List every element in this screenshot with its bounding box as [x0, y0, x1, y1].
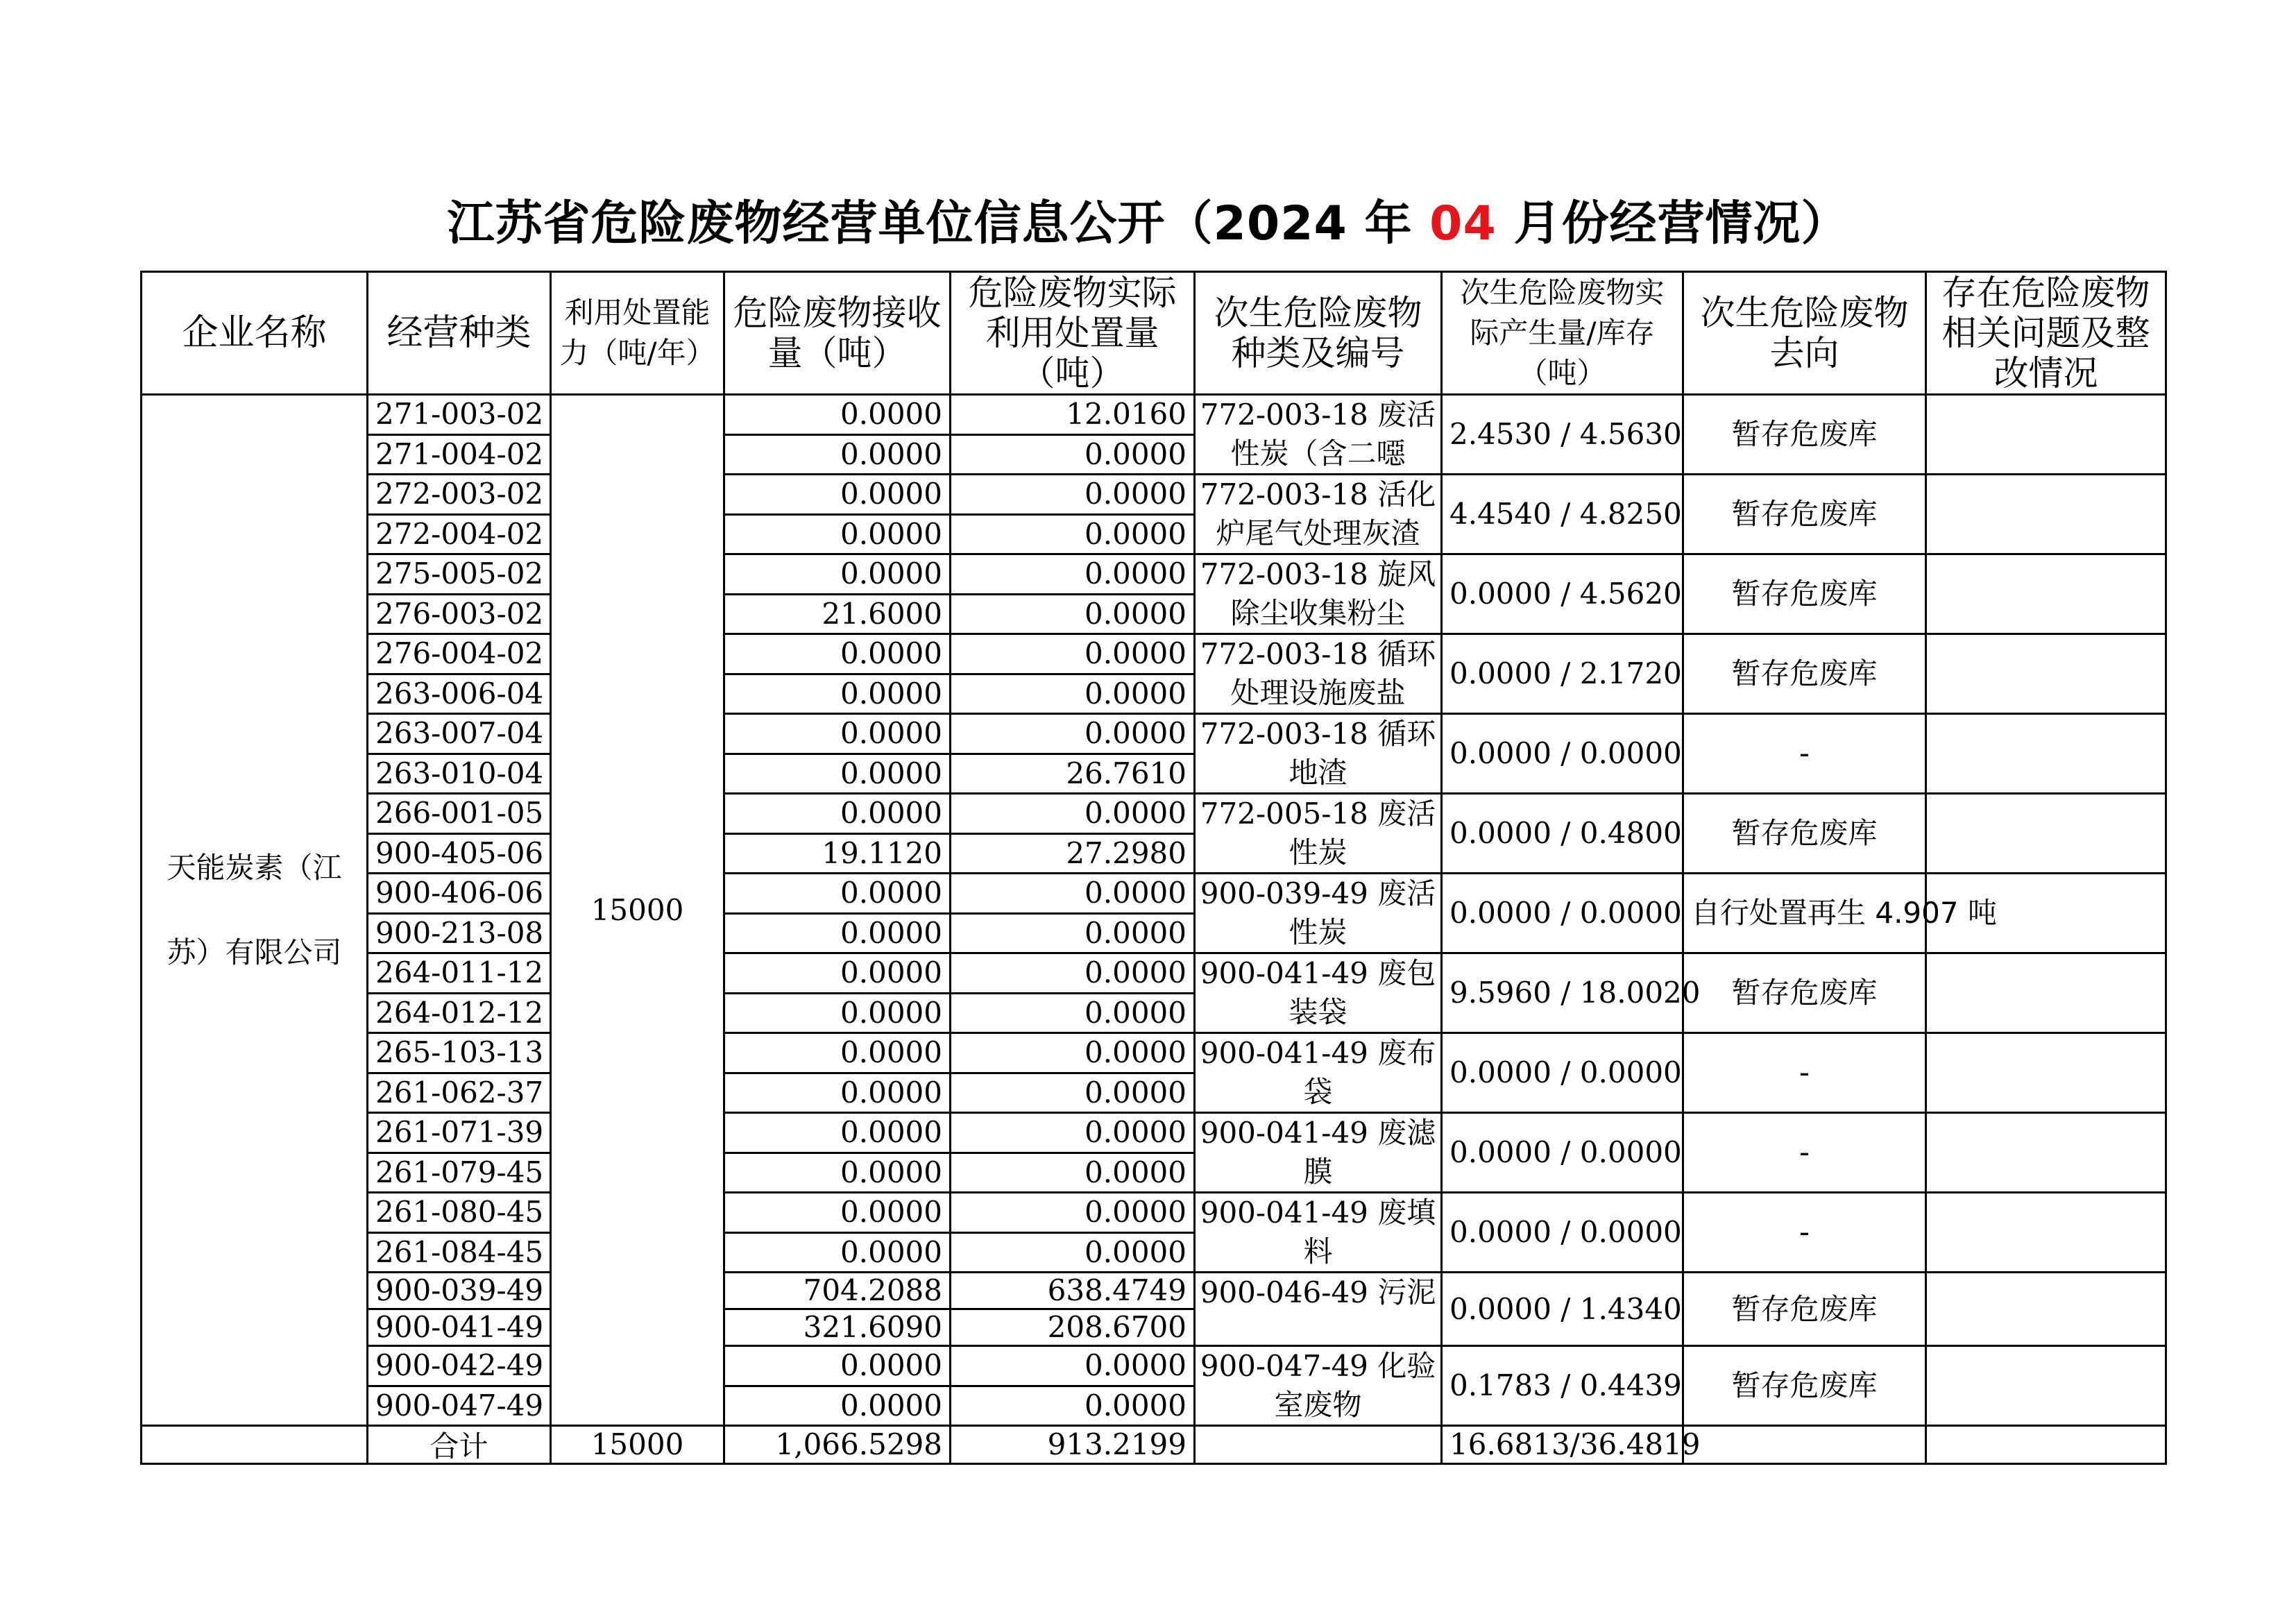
issue-cell — [1926, 554, 2166, 634]
received-amount: 0.0000 — [724, 1073, 951, 1113]
disposed-amount: 0.0000 — [951, 554, 1195, 595]
total-label: 合计 — [368, 1426, 551, 1464]
secondary-waste-destination: 暂存危废库 — [1683, 1273, 1926, 1346]
waste-code: 900-047-49 — [368, 1386, 551, 1426]
issue-cell — [1926, 395, 2166, 475]
secondary-waste-type: 772-003-18 循环地渣 — [1195, 714, 1442, 794]
disposed-amount: 0.0000 — [951, 514, 1195, 554]
secondary-waste-amount: 4.4540 / 4.8250 — [1442, 475, 1683, 554]
received-amount: 0.0000 — [724, 1113, 951, 1153]
secondary-waste-destination: - — [1683, 1193, 1926, 1273]
received-amount: 0.0000 — [724, 475, 951, 515]
table-row — [142, 554, 2166, 595]
secondary-waste-amount: 0.0000 / 0.0000 — [1442, 1113, 1683, 1193]
waste-code: 276-004-02 — [368, 634, 551, 674]
received-amount: 0.0000 — [724, 794, 951, 834]
disposed-amount: 638.4749 — [951, 1273, 1195, 1309]
waste-code: 900-042-49 — [368, 1346, 551, 1386]
waste-code: 900-405-06 — [368, 833, 551, 874]
disposed-amount: 12.0160 — [951, 395, 1195, 435]
issue-cell — [1926, 1273, 2166, 1346]
capacity-value: 15000 — [551, 395, 724, 1426]
header-received: 危险废物接收量（吨） — [724, 272, 951, 395]
secondary-waste-amount: 0.0000 / 2.1720 — [1442, 634, 1683, 714]
table-row — [142, 874, 2166, 914]
received-amount: 0.0000 — [724, 993, 951, 1033]
waste-code: 261-080-45 — [368, 1193, 551, 1233]
disposed-amount: 0.0000 — [951, 794, 1195, 834]
received-amount: 0.0000 — [724, 434, 951, 475]
secondary-waste-type: 900-047-49 化验室废物 — [1195, 1346, 1442, 1426]
secondary-waste-amount: 9.5960 / 18.0020 — [1442, 953, 1683, 1033]
secondary-waste-amount: 0.0000 / 0.0000 — [1442, 874, 1683, 953]
waste-code: 900-041-49 — [368, 1309, 551, 1346]
issue-cell — [1926, 714, 2166, 794]
secondary-waste-type: 900-041-49 废包装袋 — [1195, 953, 1442, 1033]
table-row — [142, 714, 2166, 754]
secondary-waste-destination: 暂存危废库 — [1683, 634, 1926, 714]
secondary-waste-amount: 0.0000 / 4.5620 — [1442, 554, 1683, 634]
waste-code: 266-001-05 — [368, 794, 551, 834]
secondary-waste-type: 772-003-18 活化炉尾气处理灰渣 — [1195, 475, 1442, 554]
disposed-amount: 0.0000 — [951, 1153, 1195, 1193]
secondary-waste-amount: 0.0000 / 0.0000 — [1442, 1033, 1683, 1113]
table-row — [142, 1273, 2166, 1309]
secondary-waste-destination: - — [1683, 1033, 1926, 1113]
disposed-amount: 0.0000 — [951, 634, 1195, 674]
waste-code: 275-005-02 — [368, 554, 551, 595]
received-amount: 704.2088 — [724, 1273, 951, 1309]
total-secondary-amount: 16.6813/36.4819 — [1442, 1426, 1683, 1464]
disposed-amount: 0.0000 — [951, 953, 1195, 994]
waste-code: 261-062-37 — [368, 1073, 551, 1113]
table-row — [142, 1346, 2166, 1386]
issue-cell — [1926, 794, 2166, 874]
total-capacity: 15000 — [551, 1426, 724, 1464]
waste-code: 900-213-08 — [368, 913, 551, 953]
waste-code: 272-003-02 — [368, 475, 551, 515]
waste-code: 272-004-02 — [368, 514, 551, 554]
waste-code: 265-103-13 — [368, 1033, 551, 1073]
waste-code: 271-004-02 — [368, 434, 551, 475]
secondary-waste-destination: 自行处置再生 4.907 吨 — [1683, 874, 1926, 953]
disposed-amount: 0.0000 — [951, 993, 1195, 1033]
received-amount: 0.0000 — [724, 953, 951, 994]
waste-code: 264-012-12 — [368, 993, 551, 1033]
waste-code: 261-079-45 — [368, 1153, 551, 1193]
secondary-waste-destination: - — [1683, 714, 1926, 794]
table-row — [142, 634, 2166, 674]
disposed-amount: 0.0000 — [951, 714, 1195, 754]
secondary-waste-type: 772-003-18 旋风除尘收集粉尘 — [1195, 554, 1442, 634]
secondary-waste-type: 772-003-18 废活性炭（含二噁 — [1195, 395, 1442, 475]
total-received: 1,066.5298 — [724, 1426, 951, 1464]
secondary-waste-destination: - — [1683, 1113, 1926, 1193]
table-row — [142, 953, 2166, 994]
secondary-waste-type: 900-039-49 废活性炭 — [1195, 874, 1442, 953]
received-amount: 19.1120 — [724, 833, 951, 874]
secondary-waste-destination: 暂存危废库 — [1683, 794, 1926, 874]
table-row — [142, 1193, 2166, 1233]
received-amount: 0.0000 — [724, 1232, 951, 1273]
table-row — [142, 1113, 2166, 1153]
header-company: 企业名称 — [142, 272, 368, 395]
secondary-waste-destination: 暂存危废库 — [1683, 1346, 1926, 1426]
received-amount: 0.0000 — [724, 1153, 951, 1193]
secondary-waste-amount: 2.4530 / 4.5630 — [1442, 395, 1683, 475]
title-prefix: 江苏省危险废物经营单位信息公开（2024 年 — [447, 196, 1430, 251]
total-blank-type — [1195, 1426, 1442, 1464]
received-amount: 0.0000 — [724, 1193, 951, 1233]
total-row — [142, 1426, 2166, 1464]
disposed-amount: 26.7610 — [951, 754, 1195, 794]
total-blank-issues — [1926, 1426, 2166, 1464]
secondary-waste-amount: 0.0000 / 0.0000 — [1442, 1193, 1683, 1273]
waste-code: 263-006-04 — [368, 674, 551, 714]
disposed-amount: 0.0000 — [951, 1113, 1195, 1153]
disposed-amount: 0.0000 — [951, 913, 1195, 953]
received-amount: 0.0000 — [724, 395, 951, 435]
header-secondary-destination: 次生危险废物去向 — [1683, 272, 1926, 395]
secondary-waste-type: 900-046-49 污泥 — [1195, 1273, 1442, 1346]
issue-cell — [1926, 634, 2166, 714]
received-amount: 0.0000 — [724, 714, 951, 754]
secondary-waste-type: 772-005-18 废活性炭 — [1195, 794, 1442, 874]
issue-cell — [1926, 953, 2166, 1033]
received-amount: 321.6090 — [724, 1309, 951, 1346]
waste-code: 271-003-02 — [368, 395, 551, 435]
received-amount: 0.0000 — [724, 874, 951, 914]
disposed-amount: 0.0000 — [951, 674, 1195, 714]
waste-code: 263-010-04 — [368, 754, 551, 794]
header-disposed: 危险废物实际利用处置量（吨） — [951, 272, 1195, 395]
disposed-amount: 0.0000 — [951, 1033, 1195, 1073]
header-issues: 存在危险废物相关问题及整改情况 — [1926, 272, 2166, 395]
header-row — [142, 272, 2166, 395]
received-amount: 0.0000 — [724, 634, 951, 674]
waste-report-table — [140, 271, 2167, 1465]
received-amount: 0.0000 — [724, 674, 951, 714]
table-body — [142, 395, 2166, 1464]
disposed-amount: 0.0000 — [951, 1232, 1195, 1273]
disposed-amount: 0.0000 — [951, 475, 1195, 515]
waste-code: 261-071-39 — [368, 1113, 551, 1153]
secondary-waste-amount: 0.0000 / 0.0000 — [1442, 714, 1683, 794]
table-row — [142, 475, 2166, 515]
secondary-waste-type: 900-041-49 废滤膜 — [1195, 1113, 1442, 1193]
received-amount: 21.6000 — [724, 594, 951, 634]
header-secondary-type: 次生危险废物种类及编号 — [1195, 272, 1442, 395]
header-secondary-amount: 次生危险废物实际产生量/库存（吨） — [1442, 272, 1683, 395]
table-row — [142, 794, 2166, 834]
issue-cell — [1926, 1346, 2166, 1426]
title-suffix: 月份经营情况） — [1496, 196, 1849, 251]
secondary-waste-type: 900-041-49 废填料 — [1195, 1193, 1442, 1273]
issue-cell — [1926, 475, 2166, 554]
waste-code: 276-003-02 — [368, 594, 551, 634]
disposed-amount: 0.0000 — [951, 434, 1195, 475]
table-row — [142, 1033, 2166, 1073]
received-amount: 0.0000 — [724, 754, 951, 794]
disposed-amount: 27.2980 — [951, 833, 1195, 874]
disposed-amount: 0.0000 — [951, 1346, 1195, 1386]
disposed-amount: 0.0000 — [951, 1386, 1195, 1426]
title-month: 04 — [1429, 196, 1497, 251]
waste-code: 263-007-04 — [368, 714, 551, 754]
secondary-waste-destination: 暂存危废库 — [1683, 953, 1926, 1033]
disposed-amount: 0.0000 — [951, 1193, 1195, 1233]
total-disposed: 913.2199 — [951, 1426, 1195, 1464]
secondary-waste-type: 772-003-18 循环处理设施废盐 — [1195, 634, 1442, 714]
secondary-waste-amount: 0.1783 / 0.4439 — [1442, 1346, 1683, 1426]
secondary-waste-destination: 暂存危废库 — [1683, 395, 1926, 475]
issue-cell — [1926, 1033, 2166, 1113]
disposed-amount: 208.6700 — [951, 1309, 1195, 1346]
page-title — [0, 186, 2296, 253]
company-name: 天能炭素（江苏）有限公司 — [142, 395, 368, 1426]
received-amount: 0.0000 — [724, 1033, 951, 1073]
waste-code: 900-406-06 — [368, 874, 551, 914]
received-amount: 0.0000 — [724, 1346, 951, 1386]
received-amount: 0.0000 — [724, 913, 951, 953]
disposed-amount: 0.0000 — [951, 874, 1195, 914]
issue-cell — [1926, 1113, 2166, 1193]
issue-cell — [1926, 1193, 2166, 1273]
received-amount: 0.0000 — [724, 1386, 951, 1426]
total-blank-company — [142, 1426, 368, 1464]
secondary-waste-type: 900-041-49 废布袋 — [1195, 1033, 1442, 1113]
disposed-amount: 0.0000 — [951, 1073, 1195, 1113]
secondary-waste-amount: 0.0000 / 0.4800 — [1442, 794, 1683, 874]
header-category: 经营种类 — [368, 272, 551, 395]
total-blank-destination — [1683, 1426, 1926, 1464]
received-amount: 0.0000 — [724, 514, 951, 554]
waste-code: 264-011-12 — [368, 953, 551, 994]
table-row — [142, 395, 2166, 435]
received-amount: 0.0000 — [724, 554, 951, 595]
waste-code: 900-039-49 — [368, 1273, 551, 1309]
disposed-amount: 0.0000 — [951, 594, 1195, 634]
secondary-waste-amount: 0.0000 / 1.4340 — [1442, 1273, 1683, 1346]
secondary-waste-destination: 暂存危废库 — [1683, 475, 1926, 554]
secondary-waste-destination: 暂存危废库 — [1683, 554, 1926, 634]
header-capacity: 利用处置能力（吨/年） — [551, 272, 724, 395]
waste-code: 261-084-45 — [368, 1232, 551, 1273]
